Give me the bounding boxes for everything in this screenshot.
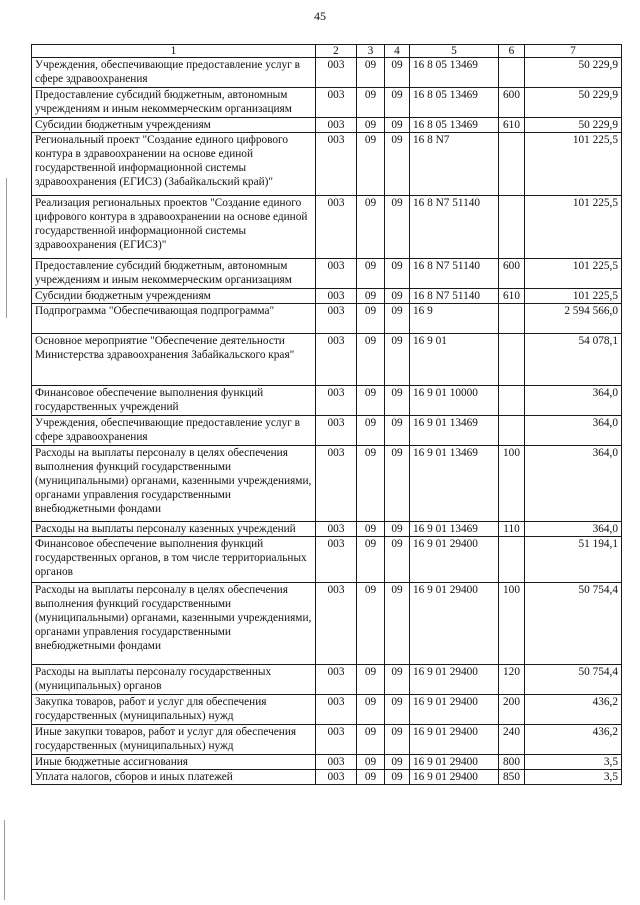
table-row (32, 695, 622, 725)
table-row (32, 537, 622, 583)
target-article-cell: 16 9 01 13469 (410, 416, 499, 446)
row-name-cell: Предоставление субсидий бюджетным, автономным учреждениям и иным некоммерческим организациям (32, 88, 316, 118)
ministry-code-cell: 003 (316, 522, 357, 537)
ministry-code-cell: 003 (316, 304, 357, 334)
subsection-code-cell: 09 (385, 133, 410, 196)
column-number: 4 (385, 45, 410, 58)
section-code-cell: 09 (357, 334, 385, 386)
expense-type-cell: 240 (499, 725, 525, 755)
subsection-code-cell: 09 (385, 583, 410, 665)
row-name-cell: Расходы на выплаты персоналу в целях обеспечения выполнения функций государственными (муниципальными) органами, казенными учреждениями, органами управления государственными внебюджетными фондами (32, 446, 316, 522)
section-code-cell: 09 (357, 416, 385, 446)
row-name-cell: Расходы на выплаты персоналу казенных учреждений (32, 522, 316, 537)
section-code-cell: 09 (357, 725, 385, 755)
target-article-cell: 16 9 01 29400 (410, 695, 499, 725)
row-name-cell: Расходы на выплаты персоналу в целях обеспечения выполнения функций государственными (муниципальными) органами, казенными учреждениями, органами управления государственными внебюджетными фондами (32, 583, 316, 665)
target-article-cell: 16 9 01 29400 (410, 725, 499, 755)
section-code-cell: 09 (357, 537, 385, 583)
target-article-cell: 16 8 N7 51140 (410, 196, 499, 259)
ministry-code-cell: 003 (316, 58, 357, 88)
column-number: 3 (357, 45, 385, 58)
row-name-cell: Иные бюджетные ассигнования (32, 755, 316, 770)
ministry-code-cell: 003 (316, 665, 357, 695)
subsection-code-cell: 09 (385, 304, 410, 334)
row-name-cell: Предоставление субсидий бюджетным, автономным учреждениям и иным некоммерческим организациям (32, 259, 316, 289)
section-code-cell: 09 (357, 196, 385, 259)
amount-cell: 50 229,9 (525, 88, 622, 118)
column-number: 6 (499, 45, 525, 58)
amount-cell: 2 594 566,0 (525, 304, 622, 334)
ministry-code-cell: 003 (316, 725, 357, 755)
table-row (32, 725, 622, 755)
expense-type-cell: 100 (499, 446, 525, 522)
table-row (32, 133, 622, 196)
subsection-code-cell: 09 (385, 416, 410, 446)
amount-cell: 101 225,5 (525, 289, 622, 304)
expense-type-cell (499, 58, 525, 88)
section-code-cell: 09 (357, 133, 385, 196)
ministry-code-cell: 003 (316, 133, 357, 196)
expense-type-cell: 610 (499, 118, 525, 133)
target-article-cell: 16 9 01 29400 (410, 755, 499, 770)
section-code-cell: 09 (357, 118, 385, 133)
amount-cell: 50 754,4 (525, 583, 622, 665)
ministry-code-cell: 003 (316, 289, 357, 304)
row-name-cell: Субсидии бюджетным учреждениям (32, 289, 316, 304)
ministry-code-cell: 003 (316, 537, 357, 583)
row-name-cell: Основное мероприятие "Обеспечение деятельности Министерства здравоохранения Забайкальского края" (32, 334, 316, 386)
amount-cell: 54 078,1 (525, 334, 622, 386)
row-name-cell: Региональный проект "Создание единого цифрового контура в здравоохранении на основе единой государственной информационной системы здравоохранения (ЕГИСЗ) (Забайкальский край)" (32, 133, 316, 196)
row-name-cell: Финансовое обеспечение выполнения функций государственных учреждений (32, 386, 316, 416)
target-article-cell: 16 9 01 29400 (410, 665, 499, 695)
target-article-cell: 16 9 01 13469 (410, 446, 499, 522)
ministry-code-cell: 003 (316, 770, 357, 785)
ministry-code-cell: 003 (316, 583, 357, 665)
row-name-cell: Подпрограмма "Обеспечивающая подпрограмма" (32, 304, 316, 334)
target-article-cell: 16 9 01 29400 (410, 583, 499, 665)
section-code-cell: 09 (357, 58, 385, 88)
target-article-cell: 16 8 05 13469 (410, 118, 499, 133)
row-name-cell: Субсидии бюджетным учреждениям (32, 118, 316, 133)
target-article-cell: 16 9 01 13469 (410, 522, 499, 537)
row-name-cell: Финансовое обеспечение выполнения функций государственных органов, в том числе территориальных органов (32, 537, 316, 583)
row-name-cell: Учреждения, обеспечивающие предоставление услуг в сфере здравоохранения (32, 58, 316, 88)
section-code-cell: 09 (357, 259, 385, 289)
amount-cell: 436,2 (525, 725, 622, 755)
subsection-code-cell: 09 (385, 446, 410, 522)
target-article-cell: 16 9 (410, 304, 499, 334)
amount-cell: 50 229,9 (525, 58, 622, 88)
column-number: 5 (410, 45, 499, 58)
row-name-cell: Расходы на выплаты персоналу государственных (муниципальных) органов (32, 665, 316, 695)
expense-type-cell: 110 (499, 522, 525, 537)
amount-cell: 364,0 (525, 416, 622, 446)
column-numbers-row (32, 45, 622, 58)
subsection-code-cell: 09 (385, 289, 410, 304)
target-article-cell: 16 9 01 10000 (410, 386, 499, 416)
subsection-code-cell: 09 (385, 334, 410, 386)
subsection-code-cell: 09 (385, 695, 410, 725)
target-article-cell: 16 8 N7 (410, 133, 499, 196)
row-name-cell: Уплата налогов, сборов и иных платежей (32, 770, 316, 785)
table-row (32, 88, 622, 118)
subsection-code-cell: 09 (385, 755, 410, 770)
expense-type-cell (499, 196, 525, 259)
section-code-cell: 09 (357, 755, 385, 770)
expense-type-cell (499, 304, 525, 334)
table-row (32, 334, 622, 386)
scan-mark-bottom (4, 820, 5, 900)
expense-type-cell (499, 334, 525, 386)
ministry-code-cell: 003 (316, 755, 357, 770)
table-row (32, 259, 622, 289)
subsection-code-cell: 09 (385, 196, 410, 259)
ministry-code-cell: 003 (316, 334, 357, 386)
ministry-code-cell: 003 (316, 259, 357, 289)
amount-cell: 364,0 (525, 522, 622, 537)
table-row (32, 289, 622, 304)
section-code-cell: 09 (357, 386, 385, 416)
section-code-cell: 09 (357, 770, 385, 785)
section-code-cell: 09 (357, 88, 385, 118)
section-code-cell: 09 (357, 522, 385, 537)
section-code-cell: 09 (357, 446, 385, 522)
amount-cell: 364,0 (525, 446, 622, 522)
table-body (32, 58, 622, 785)
amount-cell: 3,5 (525, 770, 622, 785)
section-code-cell: 09 (357, 665, 385, 695)
section-code-cell: 09 (357, 695, 385, 725)
subsection-code-cell: 09 (385, 725, 410, 755)
expense-type-cell: 850 (499, 770, 525, 785)
target-article-cell: 16 8 N7 51140 (410, 259, 499, 289)
table-row (32, 196, 622, 259)
section-code-cell: 09 (357, 289, 385, 304)
budget-table (31, 44, 622, 785)
table-row (32, 58, 622, 88)
subsection-code-cell: 09 (385, 58, 410, 88)
expense-type-cell (499, 133, 525, 196)
table-row (32, 386, 622, 416)
column-number: 7 (525, 45, 622, 58)
table-row (32, 446, 622, 522)
target-article-cell: 16 9 01 29400 (410, 537, 499, 583)
subsection-code-cell: 09 (385, 770, 410, 785)
table-row (32, 522, 622, 537)
ministry-code-cell: 003 (316, 446, 357, 522)
column-number: 2 (316, 45, 357, 58)
subsection-code-cell: 09 (385, 537, 410, 583)
expense-type-cell: 200 (499, 695, 525, 725)
amount-cell: 50 754,4 (525, 665, 622, 695)
ministry-code-cell: 003 (316, 695, 357, 725)
expense-type-cell: 100 (499, 583, 525, 665)
expense-type-cell: 600 (499, 88, 525, 118)
table-row (32, 304, 622, 334)
expense-type-cell (499, 537, 525, 583)
subsection-code-cell: 09 (385, 665, 410, 695)
target-article-cell: 16 8 N7 51140 (410, 289, 499, 304)
table-row (32, 665, 622, 695)
expense-type-cell (499, 416, 525, 446)
table-row (32, 770, 622, 785)
subsection-code-cell: 09 (385, 88, 410, 118)
amount-cell: 3,5 (525, 755, 622, 770)
target-article-cell: 16 8 05 13469 (410, 58, 499, 88)
row-name-cell: Закупка товаров, работ и услуг для обеспечения государственных (муниципальных) нужд (32, 695, 316, 725)
column-number: 1 (32, 45, 316, 58)
section-code-cell: 09 (357, 583, 385, 665)
scan-mark-top (6, 178, 7, 318)
amount-cell: 50 229,9 (525, 118, 622, 133)
row-name-cell: Учреждения, обеспечивающие предоставление услуг в сфере здравоохранения (32, 416, 316, 446)
target-article-cell: 16 9 01 (410, 334, 499, 386)
subsection-code-cell: 09 (385, 522, 410, 537)
subsection-code-cell: 09 (385, 386, 410, 416)
amount-cell: 51 194,1 (525, 537, 622, 583)
table-row (32, 755, 622, 770)
expense-type-cell (499, 386, 525, 416)
page-number: 45 (314, 9, 326, 23)
expense-type-cell: 610 (499, 289, 525, 304)
section-code-cell: 09 (357, 304, 385, 334)
row-name-cell: Иные закупки товаров, работ и услуг для обеспечения государственных (муниципальных) нужд (32, 725, 316, 755)
table-row (32, 583, 622, 665)
ministry-code-cell: 003 (316, 118, 357, 133)
row-name-cell: Реализация региональных проектов "Создание единого цифрового контура в здравоохранении на основе единой государственной информационной системы здравоохранения (ЕГИСЗ)" (32, 196, 316, 259)
table-row (32, 416, 622, 446)
expense-type-cell: 600 (499, 259, 525, 289)
ministry-code-cell: 003 (316, 88, 357, 118)
subsection-code-cell: 09 (385, 259, 410, 289)
subsection-code-cell: 09 (385, 118, 410, 133)
amount-cell: 101 225,5 (525, 196, 622, 259)
ministry-code-cell: 003 (316, 416, 357, 446)
amount-cell: 101 225,5 (525, 259, 622, 289)
amount-cell: 436,2 (525, 695, 622, 725)
expense-type-cell: 120 (499, 665, 525, 695)
target-article-cell: 16 9 01 29400 (410, 770, 499, 785)
ministry-code-cell: 003 (316, 386, 357, 416)
ministry-code-cell: 003 (316, 196, 357, 259)
table-row (32, 118, 622, 133)
amount-cell: 101 225,5 (525, 133, 622, 196)
amount-cell: 364,0 (525, 386, 622, 416)
target-article-cell: 16 8 05 13469 (410, 88, 499, 118)
expense-type-cell: 800 (499, 755, 525, 770)
